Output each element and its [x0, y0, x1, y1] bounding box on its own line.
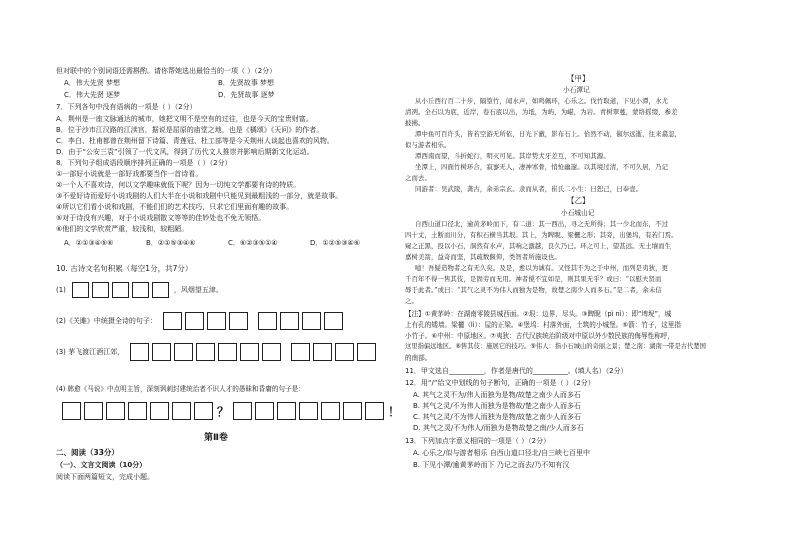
answer-box[interactable] [163, 312, 182, 330]
answer-box[interactable] [207, 312, 226, 330]
jia-line: 清冽。全石以为底，近岸，卷石底以出，为坻，为屿，为嵁，为岩。青树翠蔓，蒙络摇缀，参差 [405, 108, 678, 116]
yi-line: 之。 [405, 297, 418, 305]
yi-line: 噫！吾疑造物者之有无久矣。及是，愈以为诚有。又怪其不为之于中州，而列是夷狄，更 [415, 264, 669, 272]
answer-box[interactable] [365, 402, 384, 420]
q7-stem: 7．下列各句中没有语病的一项是（ ）（2分） [56, 103, 197, 111]
q10-item-1-label: (1) [56, 286, 66, 294]
question-mark: ？ [217, 404, 230, 419]
answer-box[interactable] [84, 402, 103, 420]
q6-option-a: A．伟大先贤 梦想 [64, 79, 121, 87]
q13-stem: 13．下列加点字意义相同的一项是（ ）（2分） [405, 437, 551, 445]
notes-line: 【注】①黄茅岭：在湖南零陵县城西面。②垠：边界，尽头。③睥睨（pì nì）：即“埤堄”，城 [405, 310, 672, 318]
answer-box[interactable] [229, 312, 248, 330]
q8-option-d: D．①②⑤③④⑥ [310, 239, 361, 247]
passage-yi-tag: 【乙】 [567, 196, 590, 205]
jia-line: 披拂。 [405, 119, 425, 127]
answer-box[interactable] [130, 343, 149, 361]
yi-line: 辱于此者。”或曰：“其气之灵不为伟人而独为是物，故楚之南少人而多石。”是二者，余未信 [405, 286, 662, 294]
q12-stem: 12．用“/”给文中划线的句子断句，正确的一项是（ ）（2分） [405, 379, 595, 387]
answer-box[interactable] [112, 282, 129, 298]
q8-sentence-1: ①一部好小说就是一部好戏都要当作一首诗看。 [56, 170, 203, 178]
q13-option-b: B. 下见小潭/逾黄茅岭而下 乃记之而去/乃不知有汉 [413, 461, 570, 469]
yi-line: 嘉树美箭，益奇而坚，其疏数偃仰，类智者所施设也。 [405, 253, 561, 261]
notes-line: 上有孔的矮墙。梁欐（lì）：屋的正梁。④堡坞：村落外面，土筑的小城堡。⑤箭：竹子，这里指 [405, 321, 681, 329]
answer-box[interactable] [150, 402, 169, 420]
answer-box[interactable] [132, 282, 149, 298]
q11-stem: 11．甲文选自__________，作者是唐代的__________。(填人名）（2分） [405, 367, 628, 375]
answer-box[interactable] [335, 343, 354, 361]
q10-item-3 [56, 343, 376, 361]
q8-sentence-5: ⑤对于诗没有兴趣，对于小说戏剧散文等等的佳妙处也不免无领悟。 [56, 214, 266, 222]
q10-item-1-tail: ，风烟望五津。 [173, 286, 223, 294]
q12-option-a: A. 其气之灵不为/伟人而独为是物/故楚之南少人而多石 [413, 391, 581, 399]
jia-line: 从小丘西行百二十步，隔篁竹，闻水声，如鸣佩环，心乐之。伐竹取道，下见小潭，水尤 [415, 97, 669, 105]
answer-box[interactable] [258, 312, 277, 330]
notes-line: 小竹子。⑥中州：中原地区。⑦夷狄：古代汉族统治阶级对中原以外少数民族的侮辱性称呼， [405, 332, 674, 340]
notes-line: 这里指偏远地区。⑧售其伎：施展它的技巧。⑨伟人：指小石城山的奇丽之景；楚之南：湖南一带是古代楚国 [405, 343, 706, 350]
answer-box[interactable] [196, 343, 215, 361]
q8-sentence-6: ⑥他们的文学欣赏严重，较浅和，较粗陋。 [56, 225, 189, 233]
subsection-classical-title: （一）、文言文阅读（10分） [56, 461, 147, 469]
q7-option-c: C．李白、杜甫都曾在荆州留下诗篇、青莲冠、杜工部等是今天荆州人谈起也喜欢的风物。 [56, 137, 334, 145]
answer-box[interactable] [152, 282, 169, 298]
q7-option-a: A．荆州是一座文脉通达的城市，她把文明不是空有的过往，也是今天的宝贵财富。 [56, 115, 313, 123]
answer-box[interactable] [255, 402, 274, 420]
answer-box[interactable] [218, 343, 237, 361]
q6-stem: 但对联中的个别词语还需斟酌。请你帮她选出最恰当的一项（ ）（2分） [56, 67, 277, 75]
answer-box[interactable] [302, 312, 321, 330]
part2-title: 第Ⅱ卷 [204, 433, 228, 443]
answer-box[interactable] [299, 402, 318, 420]
jia-line: 潭中鱼可百许头，皆若空游无所依，日光下澈，影布石上。佁然不动，俶尔远逝，往来翕忽， [415, 130, 682, 138]
jia-line: 同游者：吴武陵，龚古，余弟宗玄。隶而从者，崔氏二小生：曰恕己，曰奉壹。 [415, 185, 643, 193]
q12-option-b: B. 其气之灵/不为伟人而独为是物故/楚之南少人而多石 [413, 402, 581, 410]
q13-option-a: A. 心乐之/似与游者相乐 自西山道口径北/自三峡七百里中 [413, 449, 591, 457]
answer-box[interactable] [174, 343, 193, 361]
q8-option-b: B．②①⑤③④⑥ [146, 239, 196, 247]
q10-item-4 [62, 402, 401, 420]
jia-line: 似与游者相乐。 [405, 141, 451, 149]
q8-sentence-4: ④所以它们看小说和戏剧，不能们们的艺术技巧，只求它们里面有趣的故事。 [56, 203, 294, 211]
exclamation-mark: ！ [388, 404, 401, 419]
answer-box[interactable] [313, 343, 332, 361]
q8-option-a: A．②①③④⑤⑥ [64, 239, 114, 247]
q7-option-d: D．由于“公安三袁”引领了一代文风，得到了历代文人推崇并影响后期新文化运动。 [56, 148, 314, 156]
jia-line: 坐潭上，四面竹树环合，寂寥无人，凄神寒骨，悄怆幽邃。以其境过清，不可久居，乃记 [415, 163, 669, 171]
answer-box[interactable] [280, 312, 299, 330]
notes-line: 的南部。 [405, 354, 432, 362]
answer-box[interactable] [233, 402, 252, 420]
answer-box[interactable] [357, 343, 376, 361]
q8-option-c: C．⑥②③⑤①④ [228, 239, 278, 247]
answer-box[interactable] [343, 402, 362, 420]
section-reading-title: 二、阅读（33分） [56, 448, 119, 457]
q10-item-3-label: (3) 茅飞渡江酒江郊， [56, 348, 125, 356]
q12-option-c: C. 其气之灵/不为伟人而独为是物/故楚之南少人而多石 [413, 413, 582, 421]
yi-line: 窥之正黑，投以小石，洞然有水声，其响之激越，良久乃已。环之可上，望甚远。无土壤而生 [405, 242, 672, 250]
answer-box[interactable] [321, 402, 340, 420]
q8-stem: 8．下列句子组成语段顺序排列正确的一项是（ ）（2分） [56, 159, 232, 167]
passage-yi-title: 小石城山记 [561, 209, 595, 217]
jia-line: 之而去。 [405, 174, 431, 182]
reading-instruction: 阅读下面两篇短文，完成小题。 [56, 473, 154, 481]
answer-box[interactable] [194, 402, 213, 420]
answer-box[interactable] [240, 343, 259, 361]
q7-option-b: B．位于沙市江汉路的江渎宫，据说是屈原的庙堂之地，也是《橘颂》《天问》的作者。 [56, 126, 324, 134]
yi-line: 四十丈，土断而川分，有积石横当其垠。其上，为睥睨、梁欐之形；其旁，出堡坞，有若门焉。 [405, 231, 678, 239]
yi-line: 千百年不得一售其伎，是固劳而无用。神者傥不宜如是，则其果无乎？或曰：“以慰夫贤而 [405, 275, 662, 283]
q6-option-b: B．先贤故事 梦想 [218, 79, 275, 87]
answer-box[interactable] [128, 402, 147, 420]
q10-item-4-text: (4) 韩愈《马说》中点明主旨，深刻讽刺封建统治者不识人才的愚昧和昏庸的句子是： [56, 385, 305, 393]
answer-box[interactable] [172, 402, 191, 420]
answer-box[interactable] [185, 312, 204, 330]
q10-item-1 [56, 282, 223, 298]
q6-option-d: D．先贤故事 逐梦 [218, 91, 275, 99]
answer-box[interactable] [106, 402, 125, 420]
q10-stem: 10. 古诗文名句积累（每空1分，共7分） [56, 264, 193, 273]
answer-box[interactable] [291, 343, 310, 361]
passage-jia-tag: 【甲】 [567, 74, 590, 83]
q8-sentence-3: ③不爱好诗而爱好小说戏剧的人们大半在小说和戏剧中只能见到最粗浅的一部分，就是故事。 [56, 192, 343, 200]
answer-box[interactable] [324, 312, 343, 330]
jia-line: 潭西南而望，斗折蛇行，明灭可见。其岸势犬牙差互，不可知其源。 [415, 152, 610, 160]
q10-item-2 [56, 312, 343, 330]
answer-box[interactable] [72, 282, 89, 298]
answer-box[interactable] [152, 343, 171, 361]
q10-item-2-label: (2)《关雎》中统摄全诗的句子： [56, 317, 157, 325]
answer-box[interactable] [277, 402, 296, 420]
passage-jia-title: 小石潭记 [563, 86, 590, 94]
q6-option-c: C．伟大先贤 逐梦 [64, 91, 121, 99]
q8-sentence-2: ②一个人不喜欢诗，何以文学趣味就低下呢？因为一切纯文学都要有诗的特质。 [56, 181, 301, 189]
q12-option-d: D. 其气之灵/不为伟人/而独为是物故楚之南/少人而多石 [413, 424, 584, 432]
answer-box[interactable] [62, 402, 81, 420]
answer-box[interactable] [262, 343, 281, 361]
answer-box[interactable] [92, 282, 109, 298]
yi-line: 自西山道口径北，逾黄茅岭而下，有二道：其一西出，寻之无所得；其一少北而东，不过 [415, 220, 669, 228]
